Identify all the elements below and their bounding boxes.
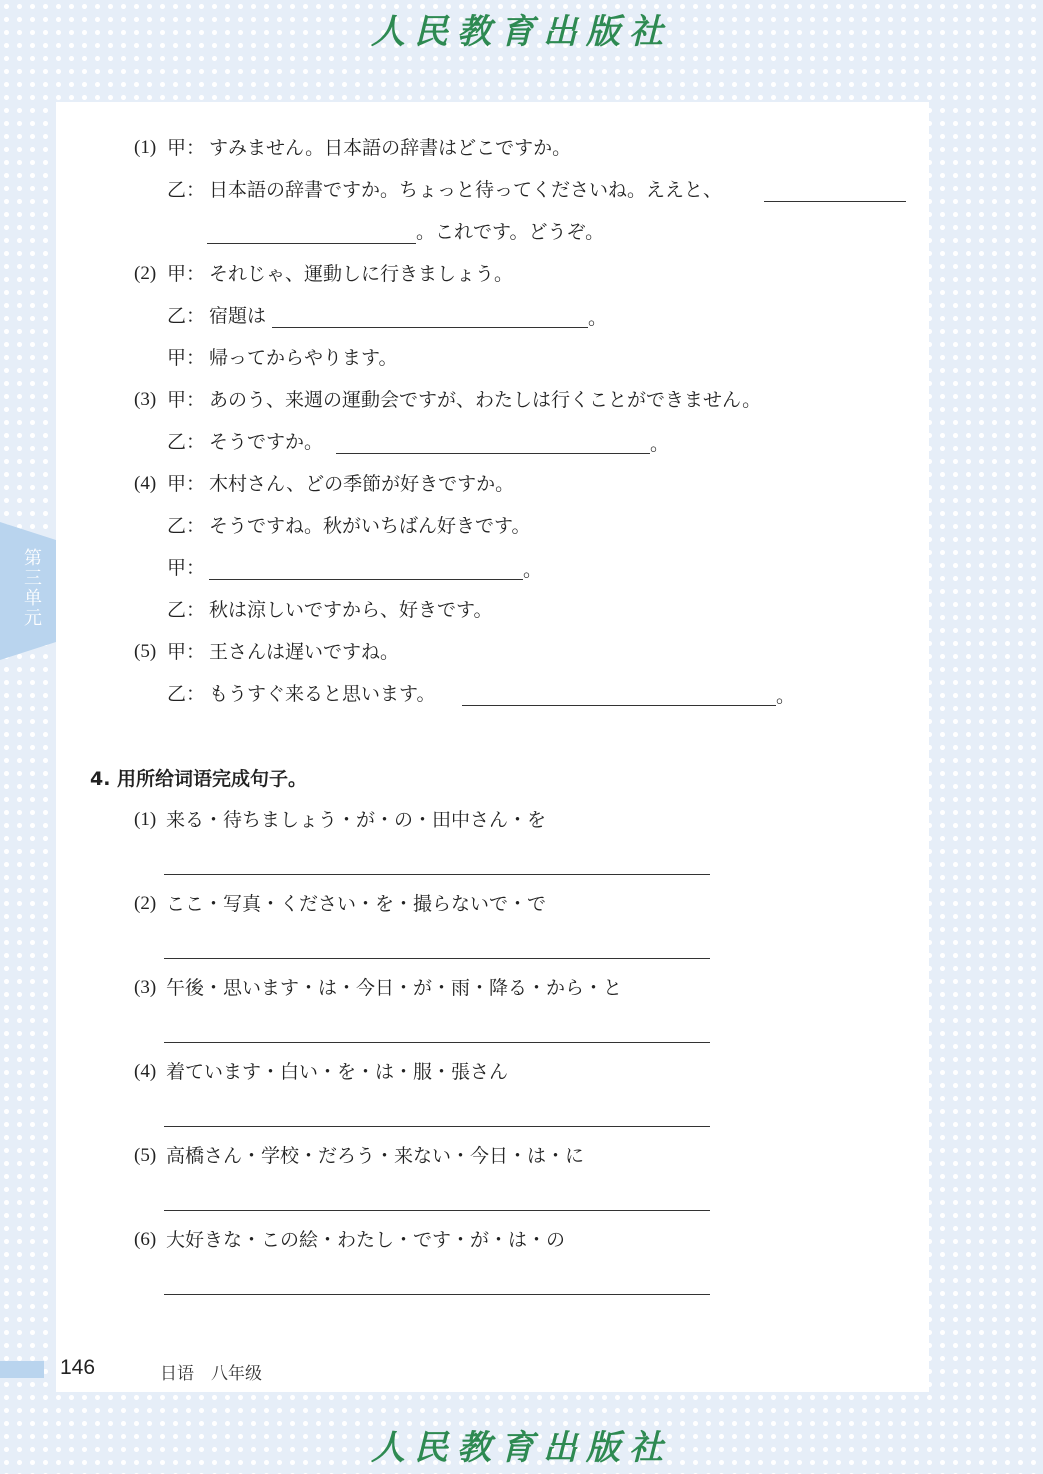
dialog-text: 。	[588, 307, 608, 329]
speaker-label: 甲：	[167, 347, 206, 369]
dialog-number: (4)	[134, 473, 157, 494]
speaker-label: 乙：	[167, 305, 206, 327]
unit-tab-label: 第三单元	[21, 548, 42, 628]
speaker-label: 甲：	[167, 389, 206, 411]
speaker-label: 乙：	[167, 599, 206, 621]
dialog-text: 宿題は	[209, 305, 267, 327]
dialog-text: それじゃ、運動しに行きましょう。	[209, 263, 514, 285]
dialog-text: もうすぐ来ると思います。	[209, 683, 436, 705]
item-number: (2)	[134, 893, 157, 914]
item-number: (1)	[134, 809, 157, 830]
dialog-number: (5)	[134, 641, 157, 662]
answer-line[interactable]	[164, 958, 710, 959]
answer-line[interactable]	[164, 1042, 710, 1043]
word-list: 午後・思います・は・今日・が・雨・降る・から・と	[166, 977, 623, 999]
dialog-text: 王さんは遅いですね。	[209, 641, 400, 663]
dialog-text: 。	[650, 433, 670, 455]
dialog-number: (1)	[134, 137, 157, 158]
publisher-logo-top: 人民教育出版社	[371, 12, 672, 52]
item-number: (6)	[134, 1229, 157, 1250]
dialog-text: あのう、来週の運動会ですが、わたしは行くことができません。	[209, 389, 762, 411]
dialog-text: 。	[776, 685, 796, 707]
item-number: (4)	[134, 1061, 157, 1082]
speaker-label: 乙：	[167, 431, 206, 453]
answer-line[interactable]	[164, 1126, 710, 1127]
page-number-bar	[0, 1361, 44, 1378]
speaker-label: 乙：	[167, 515, 206, 537]
item-number: (3)	[134, 977, 157, 998]
word-list: ここ・写真・ください・を・撮らないで・で	[166, 893, 547, 915]
answer-line[interactable]	[164, 1210, 710, 1211]
dialog-text: 。	[523, 559, 543, 581]
word-list: 大好きな・この絵・わたし・です・が・は・の	[166, 1229, 566, 1251]
answer-blank[interactable]	[272, 327, 588, 328]
dialog-number: (3)	[134, 389, 157, 410]
answer-blank[interactable]	[764, 201, 906, 202]
answer-blank[interactable]	[336, 453, 650, 454]
speaker-label: 甲：	[167, 263, 206, 285]
dialog-text: 帰ってからやります。	[209, 347, 398, 369]
word-list: 高橋さん・学校・だろう・来ない・今日・は・に	[166, 1145, 585, 1167]
dialog-text: 木村さん、どの季節が好きですか。	[209, 473, 515, 495]
publisher-logo-bottom: 人民教育出版社	[371, 1428, 672, 1468]
speaker-label: 甲：	[167, 557, 206, 579]
speaker-label: 甲：	[167, 641, 206, 663]
dialog-text: 秋は涼しいですから、好きです。	[209, 599, 493, 621]
speaker-label: 甲：	[167, 137, 206, 159]
dialog-text: 。これです。どうぞ。	[416, 221, 605, 243]
page-number: 146	[60, 1356, 96, 1379]
dialog-text: そうですか。	[209, 431, 324, 453]
dialog-text: そうですね。秋がいちばん好きです。	[209, 515, 531, 537]
speaker-label: 乙：	[167, 179, 206, 201]
exercise-4-title: 4. 用所给词语完成句子。	[90, 768, 308, 790]
answer-blank[interactable]	[462, 705, 776, 706]
page-paper	[56, 102, 929, 1392]
book-title: 日语 八年级	[160, 1364, 262, 1384]
speaker-label: 乙：	[167, 683, 206, 705]
answer-blank[interactable]	[209, 579, 523, 580]
dialog-text: すみません。日本語の辞書はどこですか。	[209, 137, 572, 159]
item-number: (5)	[134, 1145, 157, 1166]
answer-line[interactable]	[164, 874, 710, 875]
dialog-number: (2)	[134, 263, 157, 284]
word-list: 着ています・白い・を・は・服・張さん	[166, 1061, 509, 1083]
dialog-text: 日本語の辞書ですか。ちょっと待ってくださいね。ええと、	[209, 179, 723, 201]
answer-line[interactable]	[164, 1294, 710, 1295]
speaker-label: 甲：	[167, 473, 206, 495]
answer-blank[interactable]	[207, 243, 416, 244]
word-list: 来る・待ちましょう・が・の・田中さん・を	[166, 809, 547, 831]
